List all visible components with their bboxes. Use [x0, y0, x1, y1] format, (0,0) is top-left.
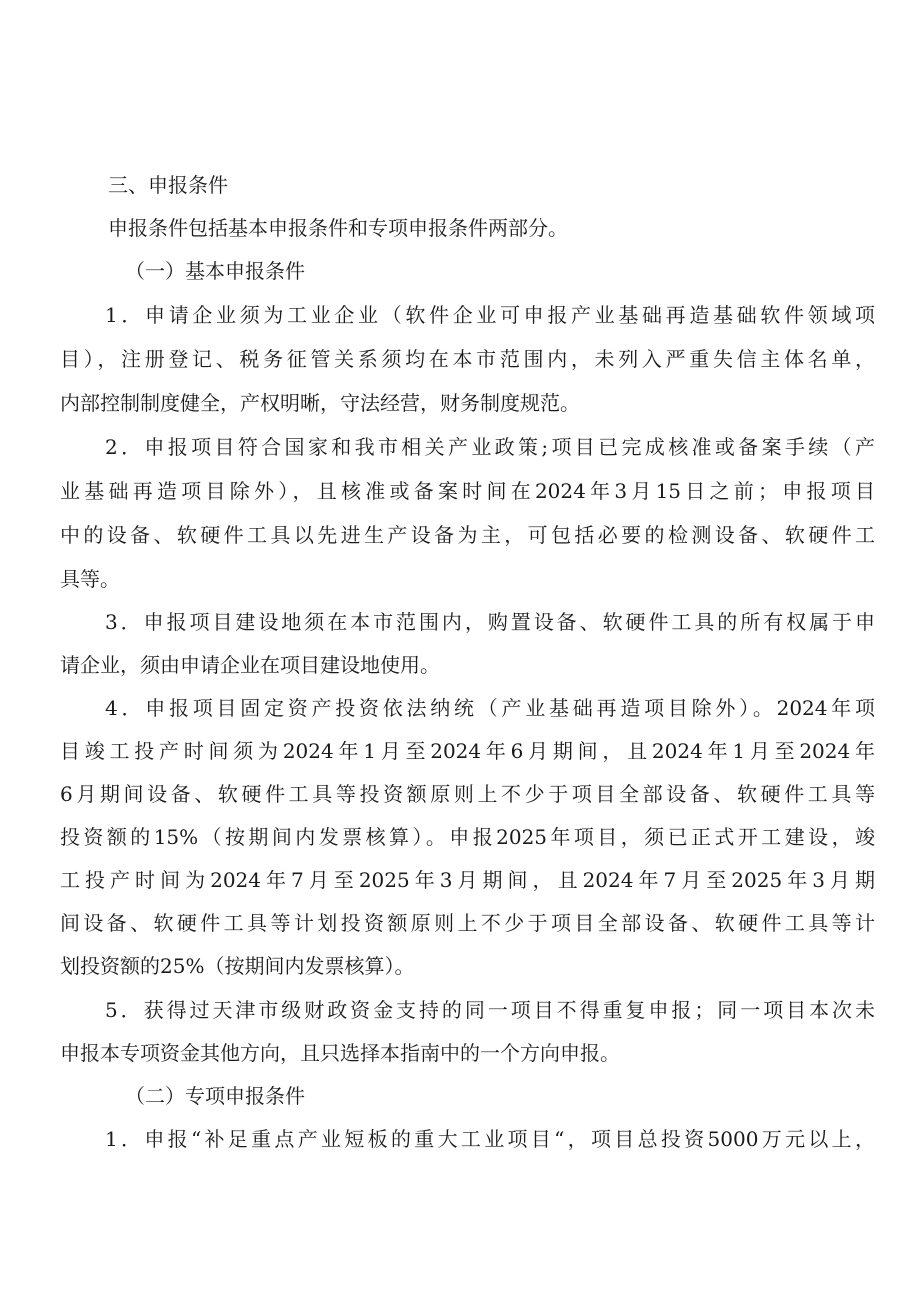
subsection-heading-special: （二）专项申报条件 [125, 1084, 305, 1108]
section-heading: 三、申报条件 [108, 173, 228, 197]
item-5-line-2: 申报本专项资金其他方向，且只选择本指南中的一个方向申报。 [60, 1041, 620, 1065]
special-item-1-line-1: 1．申报“补足重点产业短板的重大工业项目“，项目总投资5000万元以上， [105, 1127, 875, 1151]
item-1-line-2: 目），注册登记、税务征管关系须均在本市范围内，未列入严重失信主体名单， [60, 347, 875, 371]
item-2-line-4: 具等。 [60, 567, 120, 591]
item-3-line-2: 请企业，须由申请企业在项目建设地使用。 [60, 653, 440, 677]
item-4-line-2: 目竣工投产时间须为2024年1月至2024年6月期间，且2024年1月至2024年 [60, 739, 875, 763]
item-1-line-1: 1．申请企业须为工业企业（软件企业可申报产业基础再造基础软件领域项 [105, 303, 875, 327]
subsection-heading-basic: （一）基本申报条件 [125, 259, 305, 283]
item-4-line-7: 划投资额的25%（按期间内发票核算）。 [60, 954, 415, 978]
item-2-line-1: 2．申报项目符合国家和我市相关产业政策;项目已完成核准或备案手续（产 [105, 435, 875, 459]
item-2-line-3: 中的设备、软硬件工具以先进生产设备为主，可包括必要的检测设备、软硬件工 [60, 523, 875, 547]
item-1-line-3: 内部控制制度健全，产权明晰，守法经营，财务制度规范。 [60, 391, 580, 415]
item-4-line-5: 工投产时间为2024年7月至2025年3月期间，且2024年7月至2025年3月期 [60, 868, 875, 892]
item-2-line-2: 业基础再造项目除外），且核准或备案时间在2024年3月15日之前；申报项目 [60, 479, 875, 503]
item-3-line-1: 3．申报项目建设地须在本市范围内，购置设备、软硬件工具的所有权属于申 [105, 610, 875, 634]
item-4-line-4: 投资额的15%（按期间内发票核算）。申报2025年项目，须已正式开工建设，竣 [60, 825, 875, 849]
item-4-line-6: 间设备、软硬件工具等计划投资额原则上不少于项目全部设备、软硬件工具等计 [60, 911, 875, 935]
item-4-line-3: 6月期间设备、软硬件工具等投资额原则上不少于项目全部设备、软硬件工具等 [60, 782, 875, 806]
intro-paragraph: 申报条件包括基本申报条件和专项申报条件两部分。 [108, 216, 568, 240]
item-5-line-1: 5．获得过天津市级财政资金支持的同一项目不得重复申报；同一项目本次未 [105, 998, 875, 1022]
item-4-line-1: 4．申报项目固定资产投资依法纳统（产业基础再造项目除外）。2024年项 [105, 696, 875, 720]
